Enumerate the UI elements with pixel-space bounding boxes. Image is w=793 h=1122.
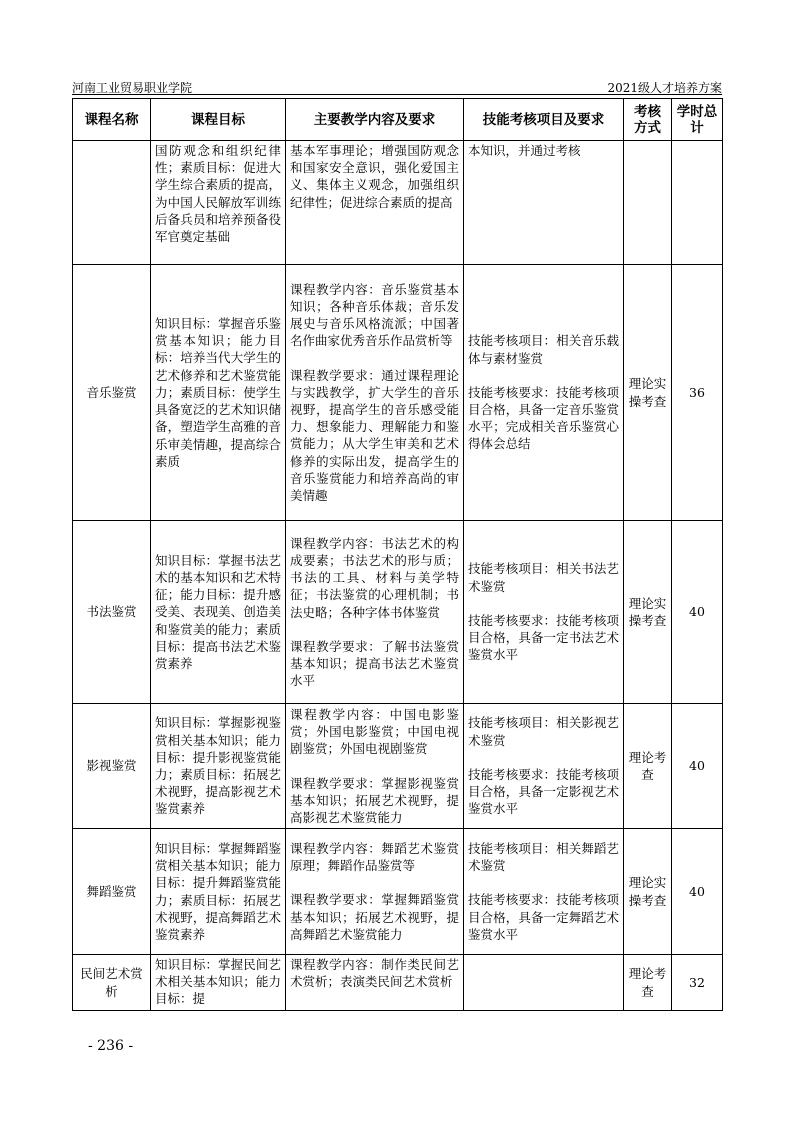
teaching-content (286, 521, 464, 704)
teaching-content (286, 704, 464, 829)
course-name: 民间艺术赏析 (73, 955, 151, 1011)
column-header-total-hours: 学时总计 (672, 99, 723, 141)
column-header-content: 主要教学内容及要求 (286, 99, 464, 141)
teaching-content (286, 265, 464, 521)
header-rule (72, 94, 722, 95)
skill-assessment (464, 829, 624, 955)
teaching-content (286, 141, 464, 265)
skill-item-text: 技能考核项目：相关影视艺术鉴赏 (468, 715, 619, 748)
teaching-content-text: 课程教学内容：中国电影鉴赏；外国电影鉴赏；中国电视剧鉴赏；外国电视剧鉴赏 (290, 706, 459, 757)
column-header-course-name: 课程名称 (73, 99, 151, 141)
skill-assessment (464, 955, 624, 1011)
course-goal: 国防观念和组织纪律性；素质目标：促进大学生综合素质的提高，为中国人民解放军训练后备兵员和培养预备役军官奠定基础 (151, 141, 286, 265)
skill-item-text: 技能考核项目：相关音乐载体与素材鉴赏 (468, 333, 619, 366)
skill-requirement-text: 技能考核要求：技能考核项目合格，具备一定舞蹈艺术鉴赏水平 (468, 892, 619, 942)
spacer (290, 350, 459, 367)
teaching-requirement-text: 课程教学要求：了解书法鉴赏基本知识；提高书法艺术鉴赏水平 (290, 638, 459, 689)
curriculum-table (72, 98, 723, 1011)
spacer (468, 749, 619, 766)
skill-requirement-text: 技能考核要求：技能考核项目合格，具备一定音乐鉴赏水平；完成相关音乐鉴赏心得体会总结 (468, 384, 619, 452)
header-document-title: 2021级人才培养方案 (607, 81, 722, 95)
total-hours: 36 (672, 265, 723, 521)
teaching-content-text: 基本军事理论；增强国防观念和国家安全意识，强化爱国主义、集体主义观念，加强组织纪律性；促进综合素质的提高 (290, 143, 459, 210)
spacer (290, 621, 459, 638)
total-hours (672, 141, 723, 265)
skill-assessment (464, 141, 624, 265)
skill-item-text: 技能考核项目：相关书法艺术鉴赏 (468, 561, 619, 594)
table-row (73, 829, 723, 955)
table-row (73, 955, 723, 1011)
teaching-content (286, 955, 464, 1011)
page-header (72, 77, 722, 95)
skill-assessment (464, 265, 624, 521)
page-number: - 236 - (88, 1038, 134, 1054)
assessment-method: 理论考查 (624, 704, 672, 829)
course-name (73, 141, 151, 265)
course-name: 舞蹈鉴赏 (73, 829, 151, 955)
assessment-method (624, 141, 672, 265)
column-header-assessment-method: 考核方式 (624, 99, 672, 141)
spacer (468, 595, 619, 612)
column-header-course-goal: 课程目标 (151, 99, 286, 141)
assessment-method: 理论考查 (624, 955, 672, 1011)
total-hours: 40 (672, 704, 723, 829)
teaching-requirement-text: 课程教学要求：通过课程理论与实践教学，扩大学生的音乐视野，提高学生的音乐感受能力、想象能力、理解能力和鉴赏能力；从大学生审美和艺术修养的实际出发，提高学生的音乐鉴赏能力和培养高尚的审美情趣 (290, 367, 459, 504)
teaching-requirement-text: 课程教学要求：掌握舞蹈鉴赏基本知识；拓展艺术视野，提高舞蹈艺术鉴赏能力 (290, 892, 459, 942)
course-name: 音乐鉴赏 (73, 265, 151, 521)
course-name: 影视鉴赏 (73, 704, 151, 829)
spacer (468, 874, 619, 891)
header-institution: 河南工业贸易职业学院 (72, 81, 193, 95)
skill-item-text: 本知识，并通过考核 (468, 143, 581, 158)
total-hours: 32 (672, 955, 723, 1011)
assessment-method: 理论实操考查 (624, 829, 672, 955)
teaching-content-text: 课程教学内容：制作类民间艺术赏析；表演类民间艺术赏析 (290, 957, 459, 990)
teaching-content-text: 课程教学内容：舞蹈艺术鉴赏原理；舞蹈作品鉴赏等 (290, 840, 459, 874)
course-goal: 知识目标：掌握舞蹈鉴赏相关基本知识；能力目标：提升舞蹈鉴赏能力；素质目标：拓展艺术视野，提高舞蹈艺术鉴赏素养 (151, 829, 286, 955)
table-header-row (73, 99, 723, 141)
course-goal: 知识目标：掌握书法艺术的基本知识和艺术特征；能力目标：提升感受美、表现美、创造美和鉴赏美的能力；素质目标：提高书法艺术鉴赏素养 (151, 521, 286, 704)
total-hours: 40 (672, 829, 723, 955)
course-goal: 知识目标：掌握民间艺术相关基本知识；能力目标：提 (151, 955, 286, 1011)
skill-requirement-text: 技能考核要求：技能考核项目合格，具备一定书法艺术鉴赏水平 (468, 612, 619, 663)
course-goal: 知识目标：掌握音乐鉴赏基本知识；能力目标：培养当代大学生的艺术修养和艺术鉴赏能力；素质目标：使学生具备宽泛的艺术知识储备，塑造学生高雅的音乐审美情趣，提高综合素质 (151, 265, 286, 521)
teaching-content-text: 课程教学内容：书法艺术的构成要素；书法艺术的形与质；书法的工具、材料与美学特征；书法鉴赏的心理机制；书法史略；各种字体书体鉴赏 (290, 535, 459, 620)
skill-requirement-text: 技能考核要求：技能考核项目合格，具备一定影视艺术鉴赏水平 (468, 766, 619, 817)
teaching-content-text: 课程教学内容：音乐鉴赏基本知识；各种音乐体裁；音乐发展史与音乐风格流派；中国著名作曲家优秀音乐作品赏析等 (290, 281, 459, 349)
column-header-skill-assessment: 技能考核项目及要求 (464, 99, 624, 141)
table-row (73, 265, 723, 521)
spacer (468, 367, 619, 384)
table-row (73, 141, 723, 265)
spacer (290, 758, 459, 775)
assessment-method: 理论实操考查 (624, 521, 672, 704)
teaching-content (286, 829, 464, 955)
teaching-requirement-text: 课程教学要求：掌握影视鉴赏基本知识；拓展艺术视野，提高影视艺术鉴赏能力 (290, 775, 459, 825)
table-row (73, 704, 723, 829)
spacer (290, 874, 459, 891)
table-row (73, 521, 723, 704)
assessment-method: 理论实操考查 (624, 265, 672, 521)
total-hours: 40 (672, 521, 723, 704)
course-name: 书法鉴赏 (73, 521, 151, 704)
skill-item-text: 技能考核项目：相关舞蹈艺术鉴赏 (468, 840, 619, 874)
course-goal: 知识目标：掌握影视鉴赏相关基本知识；能力目标：提升影视鉴赏能力；素质目标：拓展艺术视野，提高影视艺术鉴赏素养 (151, 704, 286, 829)
skill-assessment (464, 704, 624, 829)
skill-assessment (464, 521, 624, 704)
